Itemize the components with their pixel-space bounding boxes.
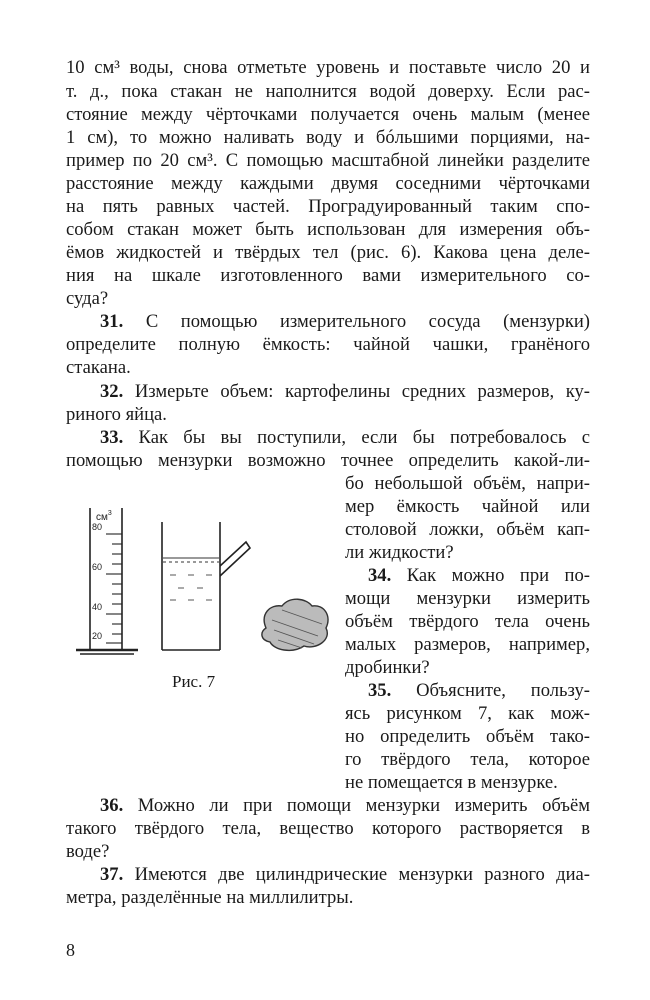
question-31-line: стакана. xyxy=(66,357,131,378)
intro-line: суда? xyxy=(66,288,109,309)
question-33-number: 33. xyxy=(100,427,124,448)
question-35-line: 35. Объясните, пользу- xyxy=(368,680,590,701)
question-37-number: 37. xyxy=(100,864,124,885)
question-33-line: бо небольшой объём, напри- xyxy=(345,473,590,494)
tick-label-80: 80 xyxy=(92,522,103,532)
question-37-line: метра, разделённые на миллилитры. xyxy=(66,887,354,908)
unit-label: $см^3$ xyxy=(96,510,112,523)
question-36-number: 36. xyxy=(100,795,124,816)
figure-caption: Рис. 7 xyxy=(172,672,216,691)
intro-line: ния на шкале изготовленного вами измерительного со- xyxy=(66,265,590,286)
question-36-line: 36. Можно ли при помощи мензурки измерить объём xyxy=(100,795,591,816)
intro-line: т. д., пока стакан не наполнится водой доверху. Если рас- xyxy=(66,81,590,102)
tick-label-40: 40 xyxy=(92,602,103,612)
question-37-line: 37. Имеются две цилиндрические мензурки разного диа- xyxy=(100,864,590,885)
tick-label-60: 60 xyxy=(92,562,103,572)
question-33-line: помощью мензурки возможно точнее определить какой-ли- xyxy=(66,450,590,471)
overflow-vessel xyxy=(162,522,250,650)
question-34-line: 34. Как можно при по- xyxy=(368,565,590,586)
question-35-line: но определить объём тако- xyxy=(345,726,590,747)
intro-line: расстояние между каждыми двумя соседними чёрточками xyxy=(66,173,590,194)
irregular-solid xyxy=(262,599,328,650)
question-36-line: воде? xyxy=(66,841,110,862)
intro-line: 10 см³ воды, снова отметьте уровень и поставьте число 20 и xyxy=(66,57,590,78)
question-32-number: 32. xyxy=(100,381,124,402)
question-35-line: го твёрдого тела, которое xyxy=(345,749,590,770)
water-dashes xyxy=(170,575,212,600)
question-36-line: такого твёрдого тела, вещество которого растворяется в xyxy=(66,818,590,839)
water-surface xyxy=(163,558,219,562)
question-32-line: риного яйца. xyxy=(66,404,167,425)
intro-line: на пять равных частей. Проградуированный таким спо- xyxy=(66,196,590,217)
question-34-line: мощи мензурки измерить xyxy=(345,588,590,609)
page-number: 8 xyxy=(66,940,75,960)
question-33-line: 33. Как бы вы поступили, если бы потребовалось с xyxy=(100,427,590,448)
question-31-number: 31. xyxy=(100,311,124,332)
question-34-line: малых размеров, например, xyxy=(345,634,590,655)
question-31-line: 31. С помощью измерительного сосуда (мензурки) xyxy=(100,311,590,332)
question-33-line: столовой ложки, объём кап- xyxy=(345,519,590,540)
question-31-line: определите полную ёмкость: чайной чашки, гранёного xyxy=(66,334,590,355)
question-33-line: мер ёмкость чайной или xyxy=(345,496,590,517)
intro-line: стояние между чёрточками получается очень малым (менее xyxy=(66,104,590,125)
question-35-line: ясь рисунком 7, как мож- xyxy=(345,703,590,724)
question-35-number: 35. xyxy=(368,680,392,701)
question-33-line: ли жидкости? xyxy=(345,542,454,563)
question-34-line: объём твёрдого тела очень xyxy=(345,611,590,632)
question-35-line: не помещается в мензурке. xyxy=(345,772,558,793)
question-34-number: 34. xyxy=(368,565,392,586)
tick-label-20: 20 xyxy=(92,631,103,641)
intro-line: собом стакан может быть использован для измерения объ- xyxy=(66,219,590,240)
intro-line: пример по 20 см³. С помощью масштабной линейки разделите xyxy=(66,150,590,171)
intro-line: ёмов жидкостей и твёрдых тел (рис. 6). Какова цена деле- xyxy=(66,242,590,263)
graduated-cylinder xyxy=(76,508,138,654)
intro-line: 1 см), то можно наливать воду и бóльшими порциями, на- xyxy=(66,127,590,148)
scale-ticks xyxy=(106,534,122,643)
question-34-line: дробинки? xyxy=(345,657,430,678)
figure-7 xyxy=(70,500,340,680)
question-32-line: 32. Измерьте объем: картофелины средних размеров, ку- xyxy=(100,381,590,402)
